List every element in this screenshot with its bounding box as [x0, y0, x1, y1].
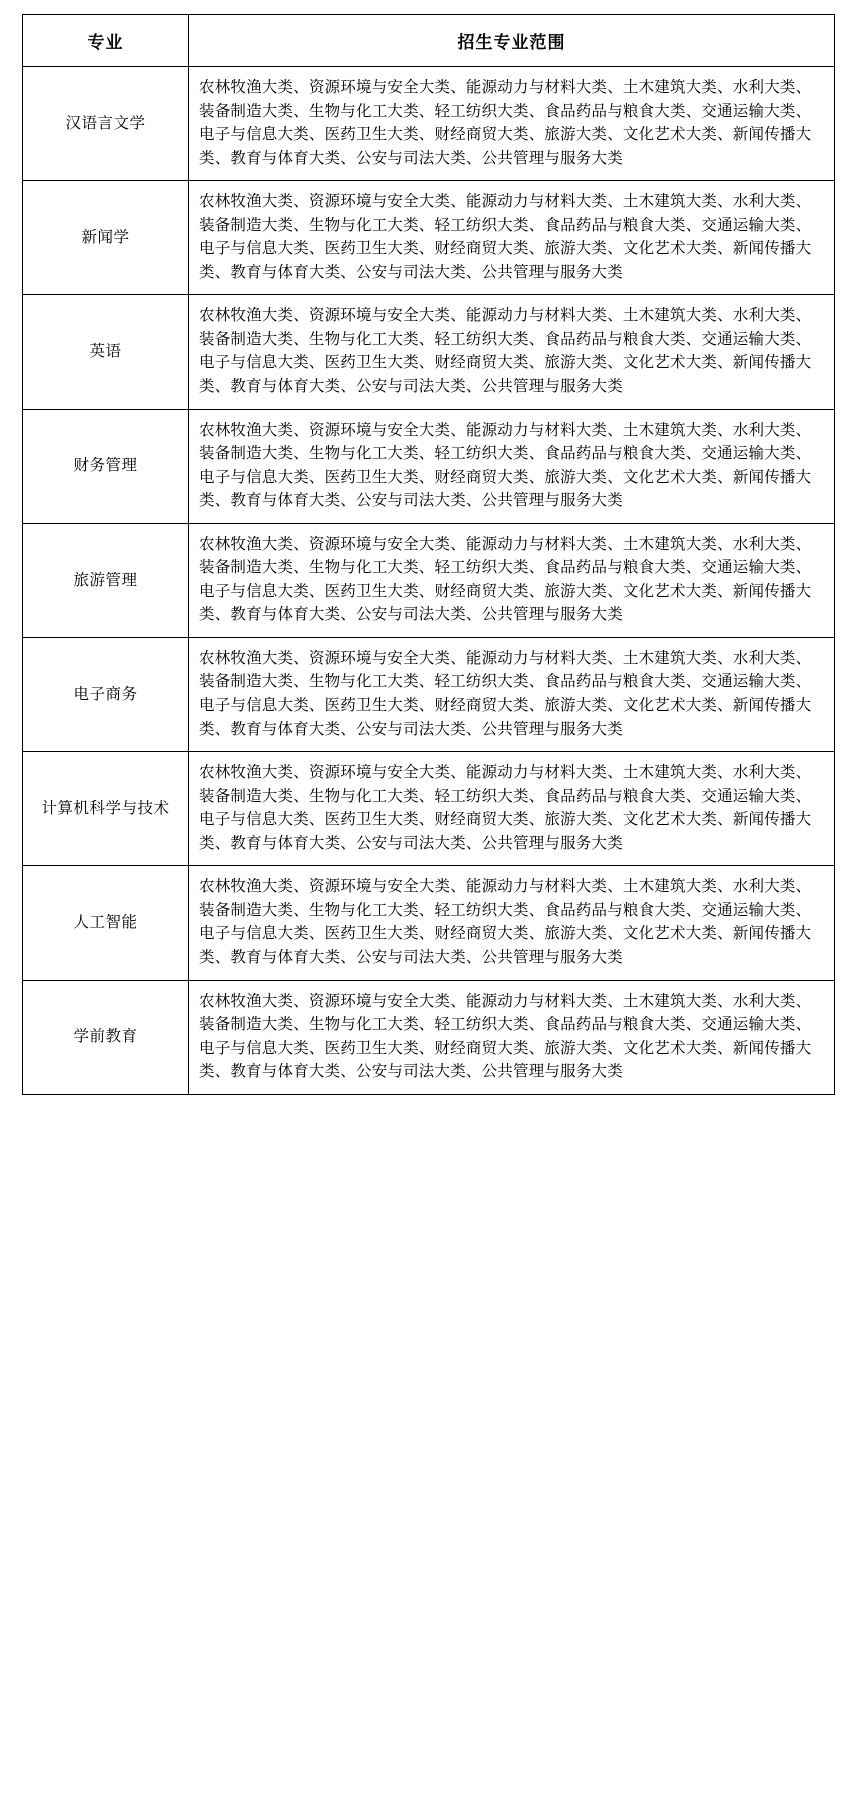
cell-scope: 农林牧渔大类、资源环境与安全大类、能源动力与材料大类、土木建筑大类、水利大类、装备制造大类、生物与化工大类、轻工纺织大类、食品药品与粮食大类、交通运输大类、电子与信息大类、医药卫生大类、财经商贸大类、旅游大类、文化艺术大类、新闻传播大类、教育与体育大类、公安与司法大类、公共管理与服务大类	[189, 67, 835, 181]
cell-major: 计算机科学与技术	[23, 752, 189, 866]
table-header	[23, 15, 835, 67]
cell-major: 学前教育	[23, 980, 189, 1094]
cell-major: 新闻学	[23, 181, 189, 295]
table-row	[23, 295, 835, 409]
table-row	[23, 67, 835, 181]
table-row	[23, 866, 835, 980]
cell-major: 人工智能	[23, 866, 189, 980]
table-row	[23, 409, 835, 523]
cell-scope: 农林牧渔大类、资源环境与安全大类、能源动力与材料大类、土木建筑大类、水利大类、装备制造大类、生物与化工大类、轻工纺织大类、食品药品与粮食大类、交通运输大类、电子与信息大类、医药卫生大类、财经商贸大类、旅游大类、文化艺术大类、新闻传播大类、教育与体育大类、公安与司法大类、公共管理与服务大类	[189, 295, 835, 409]
cell-scope: 农林牧渔大类、资源环境与安全大类、能源动力与材料大类、土木建筑大类、水利大类、装备制造大类、生物与化工大类、轻工纺织大类、食品药品与粮食大类、交通运输大类、电子与信息大类、医药卫生大类、财经商贸大类、旅游大类、文化艺术大类、新闻传播大类、教育与体育大类、公安与司法大类、公共管理与服务大类	[189, 523, 835, 637]
cell-scope: 农林牧渔大类、资源环境与安全大类、能源动力与材料大类、土木建筑大类、水利大类、装备制造大类、生物与化工大类、轻工纺织大类、食品药品与粮食大类、交通运输大类、电子与信息大类、医药卫生大类、财经商贸大类、旅游大类、文化艺术大类、新闻传播大类、教育与体育大类、公安与司法大类、公共管理与服务大类	[189, 980, 835, 1094]
cell-major: 电子商务	[23, 637, 189, 751]
table-row	[23, 181, 835, 295]
cell-scope: 农林牧渔大类、资源环境与安全大类、能源动力与材料大类、土木建筑大类、水利大类、装备制造大类、生物与化工大类、轻工纺织大类、食品药品与粮食大类、交通运输大类、电子与信息大类、医药卫生大类、财经商贸大类、旅游大类、文化艺术大类、新闻传播大类、教育与体育大类、公安与司法大类、公共管理与服务大类	[189, 637, 835, 751]
table-header-row	[23, 15, 835, 67]
table-row	[23, 637, 835, 751]
table-body	[23, 67, 835, 1095]
admission-majors-table	[22, 14, 835, 1095]
cell-scope: 农林牧渔大类、资源环境与安全大类、能源动力与材料大类、土木建筑大类、水利大类、装备制造大类、生物与化工大类、轻工纺织大类、食品药品与粮食大类、交通运输大类、电子与信息大类、医药卫生大类、财经商贸大类、旅游大类、文化艺术大类、新闻传播大类、教育与体育大类、公安与司法大类、公共管理与服务大类	[189, 752, 835, 866]
cell-major: 汉语言文学	[23, 67, 189, 181]
table-row	[23, 752, 835, 866]
cell-major: 财务管理	[23, 409, 189, 523]
column-header-scope: 招生专业范围	[189, 15, 835, 67]
cell-scope: 农林牧渔大类、资源环境与安全大类、能源动力与材料大类、土木建筑大类、水利大类、装备制造大类、生物与化工大类、轻工纺织大类、食品药品与粮食大类、交通运输大类、电子与信息大类、医药卫生大类、财经商贸大类、旅游大类、文化艺术大类、新闻传播大类、教育与体育大类、公安与司法大类、公共管理与服务大类	[189, 866, 835, 980]
cell-major: 英语	[23, 295, 189, 409]
cell-scope: 农林牧渔大类、资源环境与安全大类、能源动力与材料大类、土木建筑大类、水利大类、装备制造大类、生物与化工大类、轻工纺织大类、食品药品与粮食大类、交通运输大类、电子与信息大类、医药卫生大类、财经商贸大类、旅游大类、文化艺术大类、新闻传播大类、教育与体育大类、公安与司法大类、公共管理与服务大类	[189, 181, 835, 295]
cell-scope: 农林牧渔大类、资源环境与安全大类、能源动力与材料大类、土木建筑大类、水利大类、装备制造大类、生物与化工大类、轻工纺织大类、食品药品与粮食大类、交通运输大类、电子与信息大类、医药卫生大类、财经商贸大类、旅游大类、文化艺术大类、新闻传播大类、教育与体育大类、公安与司法大类、公共管理与服务大类	[189, 409, 835, 523]
table-row	[23, 980, 835, 1094]
table-row	[23, 523, 835, 637]
cell-major: 旅游管理	[23, 523, 189, 637]
column-header-major: 专业	[23, 15, 189, 67]
